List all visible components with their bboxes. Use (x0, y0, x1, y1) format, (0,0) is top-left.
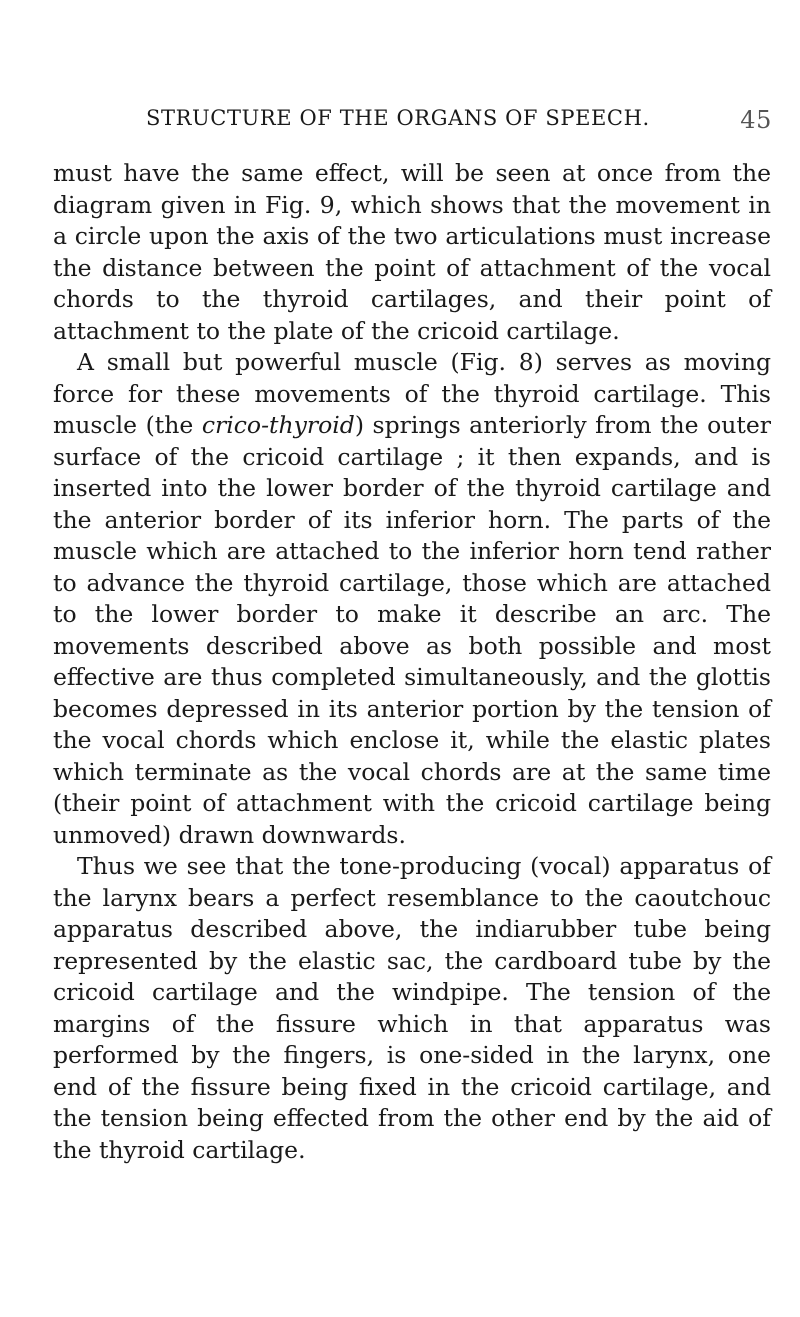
paragraph-2-start: A small but powerful muscle (Fig. 8) serves as moving force for these movements of the thyroid cartilage. This muscle (the (53, 348, 771, 439)
paragraph-2-rest: ) springs anteriorly from the outer surface of the cricoid cartilage ; it then expands, and is inserted into the lower border of the thyroid cartilage and the anterior border of its inferior horn. The parts of the muscle which are attached to the inferior horn tend rather to advance the thyroid cartilage, those which are attached to the lower border to make it describe an arc. The movements described above as both possible and most effective are thus completed simultaneously, and the glottis becomes depressed in its anterior portion by the tension of the vocal chords which enclose it, while the elastic plates which terminate as the vocal chords are at the same time (their point of attachment with the cricoid cartilage being unmoved) drawn downwards. (53, 411, 771, 849)
paragraph-3 (53, 851, 771, 1166)
paragraph-1 (53, 158, 771, 347)
paragraph-2-term: crico-thyroid (201, 411, 355, 439)
paragraph-3-text: Thus we see that the tone-producing (vocal) apparatus of the larynx bears a perfect resemblance to the caoutchouc apparatus described above, the indiarubber tube being represented by the elastic sac, the cardboard tube by the cricoid cartilage and the windpipe. The tension of the margins of the fissure which in that apparatus was performed by the fingers, is one-sided in the larynx, one end of the fissure being fixed in the cricoid cartilage, and the tension being effected from the other end by the aid of the thyroid cartilage. (53, 852, 771, 1164)
body-text (53, 158, 771, 1166)
paragraph-1-text: must have the same effect, will be seen at once from the diagram given in Fig. 9, which shows that the movement in a circle upon the axis of the two articulations must increase the distance between the point of attachment of the vocal chords to the thyroid cartilages, and their point of attachment to the plate of the cricoid cartilage. (53, 159, 771, 345)
running-head-title: STRUCTURE OF THE ORGANS OF SPEECH. (146, 106, 650, 130)
paragraph-2 (53, 347, 771, 851)
page-number: 45 (740, 106, 772, 134)
running-head (146, 106, 772, 136)
